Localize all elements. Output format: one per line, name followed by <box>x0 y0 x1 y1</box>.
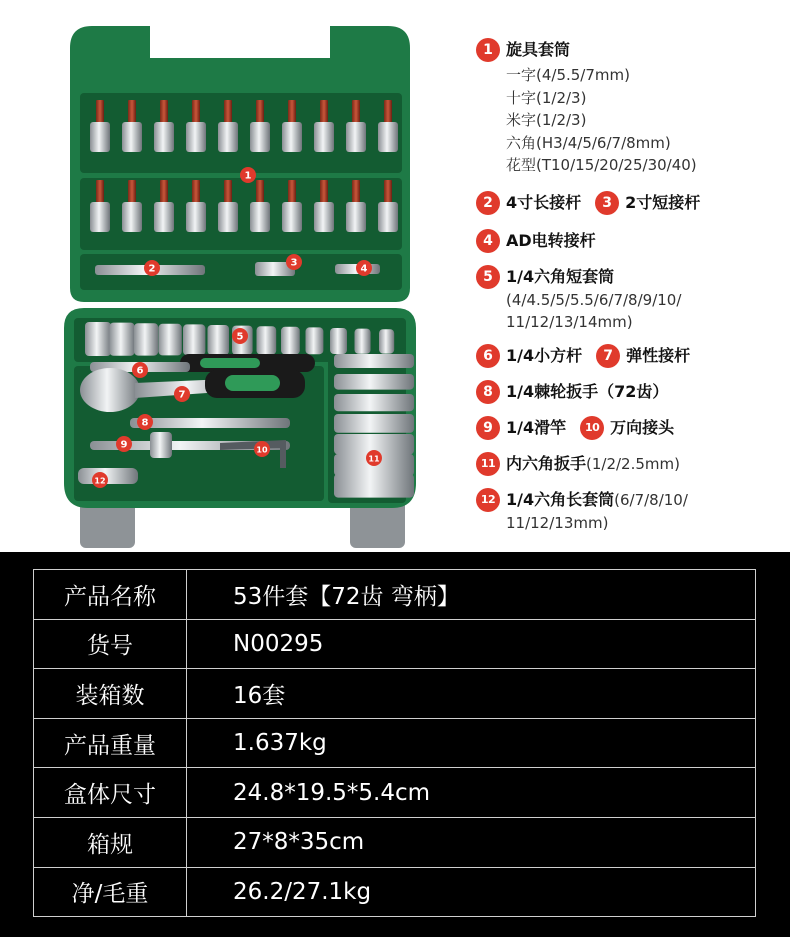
callout-label: 2 <box>148 263 156 275</box>
bit-holder <box>154 202 174 232</box>
callout-label: 1 <box>244 170 252 182</box>
short-socket <box>110 323 135 356</box>
short-socket <box>85 322 111 356</box>
short-socket <box>159 324 182 356</box>
callout-label: 11 <box>368 454 380 464</box>
callout-label: 4 <box>360 263 368 275</box>
spec-key: 货号 <box>34 619 187 669</box>
badge-8: 8 <box>476 380 500 404</box>
legend-row-9-10 <box>476 416 776 440</box>
legend-title-1: 旋具套筒 <box>506 40 571 59</box>
screwdriver-bit <box>224 180 232 204</box>
spec-table-section <box>0 552 790 937</box>
badge-5: 5 <box>476 265 500 289</box>
spec-key: 产品名称 <box>34 570 187 620</box>
screwdriver-bit <box>128 100 136 124</box>
screwdriver-bit <box>128 180 136 204</box>
legend-detail-5b: 11/12/13/14mm) <box>506 313 633 331</box>
legend-item-5 <box>476 265 776 289</box>
screwdriver-bit <box>256 180 264 204</box>
flex-extension <box>130 418 290 428</box>
short-socket <box>208 325 230 355</box>
long-socket <box>334 354 414 368</box>
table-row <box>34 867 756 917</box>
bit-holder <box>90 122 110 152</box>
screwdriver-bit <box>320 100 328 124</box>
spec-key: 装箱数 <box>34 669 187 719</box>
legend-title-4: AD电转接杆 <box>506 230 596 250</box>
bit-holder <box>346 122 366 152</box>
bit-holder <box>378 202 398 232</box>
badge-9: 9 <box>476 416 500 440</box>
badge-6: 6 <box>476 344 500 368</box>
bit-holder <box>218 122 238 152</box>
bit-holder <box>122 202 142 232</box>
bit-holder <box>378 122 398 152</box>
legend-title-3: 2寸短接杆 <box>625 192 701 212</box>
legend-title-10: 万向接头 <box>610 417 675 437</box>
short-socket <box>134 323 158 355</box>
badge-3: 3 <box>595 191 619 215</box>
callout-label: 12 <box>94 476 106 486</box>
legend-row-2-3 <box>476 191 776 215</box>
table-row <box>34 570 756 620</box>
spec-key: 产品重量 <box>34 718 187 768</box>
spec-table <box>33 569 756 917</box>
badge-4: 4 <box>476 229 500 253</box>
legend-detail-1e: 花型(T10/15/20/25/30/40) <box>506 156 697 174</box>
screwdriver-bit <box>96 100 104 124</box>
legend-detail-12a: 11/12/13mm) <box>506 513 609 532</box>
screwdriver-bit <box>192 180 200 204</box>
legend-item-8 <box>476 380 776 404</box>
long-sockets-column <box>334 354 414 498</box>
badge-2: 2 <box>476 191 500 215</box>
callout-label: 3 <box>290 257 298 269</box>
screwdriver-bit <box>160 100 168 124</box>
ratchet-head <box>80 368 140 412</box>
legend-detail-5a: (4/4.5/5/5.5/6/7/8/9/10/ <box>506 290 682 309</box>
table-row <box>34 669 756 719</box>
bit-holder <box>154 122 174 152</box>
bit-holder <box>314 202 334 232</box>
legend-suffix-11: (1/2/2.5mm) <box>586 454 680 473</box>
bit-holder <box>282 122 302 152</box>
spec-key: 盒体尺寸 <box>34 768 187 818</box>
bit-holder <box>186 202 206 232</box>
screwdriver-bit <box>384 180 392 204</box>
callout-label: 5 <box>236 331 244 343</box>
legend-detail-1a: 一字(4/5.5/7mm) <box>506 66 630 84</box>
tool-case-image <box>50 18 430 548</box>
bit-holder <box>122 122 142 152</box>
bit-holder <box>314 122 334 152</box>
badge-7: 7 <box>596 344 620 368</box>
legend-title-8: 1/4棘轮扳手（72齿） <box>506 381 669 401</box>
legend-title-5: 1/4六角短套筒 <box>506 266 615 286</box>
short-socket <box>281 327 300 355</box>
short-socket <box>379 329 394 353</box>
legend-item-11 <box>476 452 776 476</box>
spec-value: 26.2/27.1kg <box>187 867 756 917</box>
spec-value: 16套 <box>187 669 756 719</box>
screwdriver-bit <box>160 180 168 204</box>
bit-holder <box>250 122 270 152</box>
legend-detail-1d: 六角(H3/4/5/6/7/8mm) <box>506 133 671 152</box>
legend-detail-1c: 米字(1/2/3) <box>506 111 587 129</box>
spec-value: 1.637kg <box>187 718 756 768</box>
screwdriver-bit <box>384 100 392 124</box>
legend-item-4 <box>476 229 776 253</box>
badge-10: 10 <box>580 416 604 440</box>
short-socket <box>330 328 347 354</box>
table-row <box>34 817 756 867</box>
long-socket <box>334 414 414 433</box>
callout-label: 9 <box>120 439 128 451</box>
callout-label: 7 <box>178 389 186 401</box>
table-row <box>34 718 756 768</box>
short-socket <box>306 327 324 354</box>
badge-12: 12 <box>476 488 500 512</box>
short-socket <box>183 324 205 355</box>
legend-title-7: 弹性接杆 <box>626 345 691 365</box>
bit-holder <box>90 202 110 232</box>
bit-holder <box>218 202 238 232</box>
screwdriver-bit <box>96 180 104 204</box>
legend-title-9: 1/4滑竿 <box>506 417 567 437</box>
table-row <box>34 768 756 818</box>
bit-holder <box>346 202 366 232</box>
legend-item-1 <box>476 38 776 62</box>
legend-title-2: 4寸长接杆 <box>506 192 582 212</box>
universal-joint <box>78 468 138 484</box>
callout-label: 6 <box>136 365 144 377</box>
screwdriver-bit <box>192 100 200 124</box>
spec-key: 净/毛重 <box>34 867 187 917</box>
short-socket <box>257 326 277 354</box>
spec-key: 箱规 <box>34 817 187 867</box>
callout-label: 10 <box>256 445 268 455</box>
legend-detail-1b: 十字(1/2/3) <box>506 88 587 107</box>
long-socket <box>334 474 414 498</box>
screwdriver-bit <box>224 100 232 124</box>
bit-holder <box>282 202 302 232</box>
spec-value: N00295 <box>187 619 756 669</box>
spec-value: 24.8*19.5*5.4cm <box>187 768 756 818</box>
bit-holder <box>250 202 270 232</box>
legend-title-11: 内六角扳手 <box>506 453 587 473</box>
badge-1: 1 <box>476 38 500 62</box>
long-socket <box>334 394 414 411</box>
legend-suffix-12: (6/7/8/10/ <box>614 490 688 509</box>
legend-title-6: 1/4小方杆 <box>506 345 583 365</box>
legend-row-6-7 <box>476 344 776 368</box>
legend-title-12: 1/4六角长套筒 <box>506 489 615 509</box>
screwdriver-bit <box>288 180 296 204</box>
spec-value: 27*8*35cm <box>187 817 756 867</box>
table-row <box>34 619 756 669</box>
legend-item-12 <box>476 488 776 512</box>
short-socket <box>355 329 371 354</box>
badge-11: 11 <box>476 452 500 476</box>
screwdriver-bit <box>288 100 296 124</box>
component-legend <box>476 38 776 534</box>
spec-value: 53件套【72齿 弯柄】 <box>187 570 756 620</box>
bit-holder <box>186 122 206 152</box>
screwdriver-bit <box>352 180 360 204</box>
screwdriver-bit <box>320 180 328 204</box>
screwdriver-bit <box>352 100 360 124</box>
screwdriver-bit <box>256 100 264 124</box>
callout-label: 8 <box>141 417 149 429</box>
long-socket <box>334 374 414 390</box>
